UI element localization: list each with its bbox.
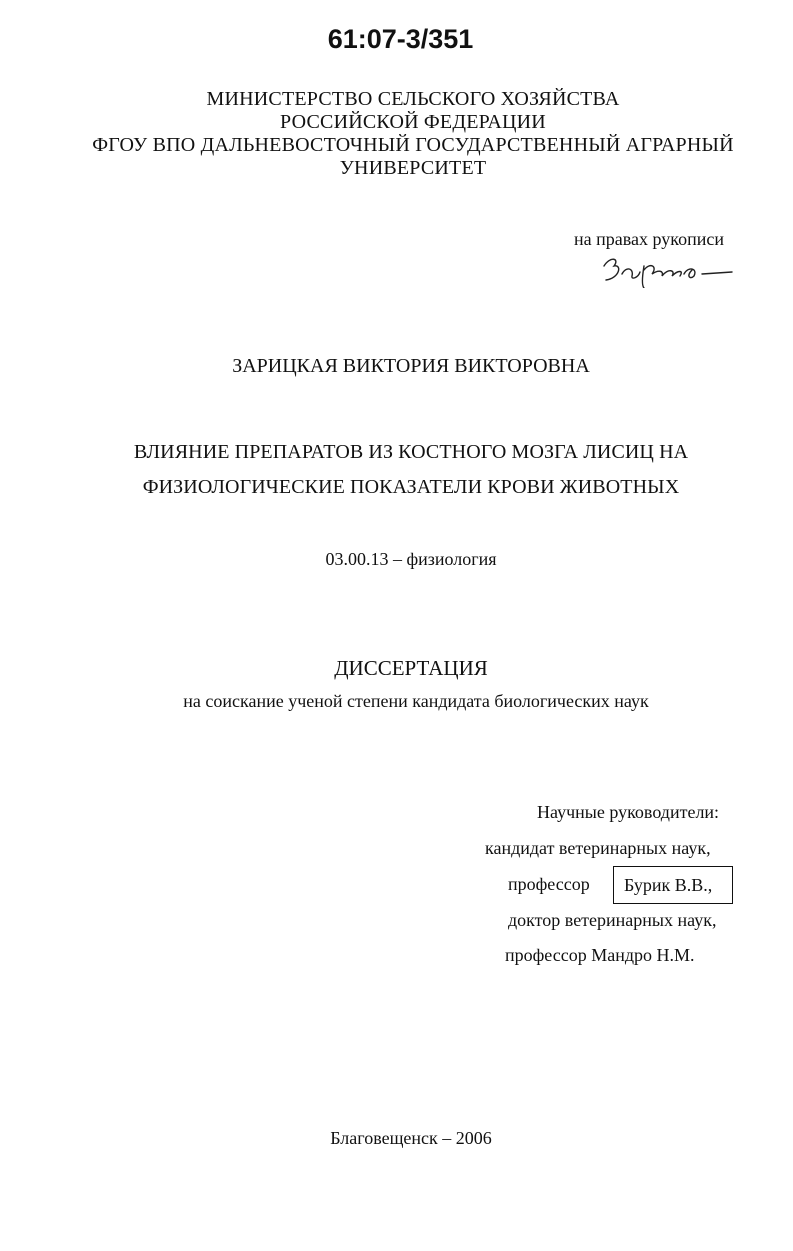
specialty-code: 03.00.13 – физиология <box>325 549 497 569</box>
document-type: ДИССЕРТАЦИЯ <box>334 656 488 680</box>
supervisors-heading: Научные руководители: <box>537 802 720 822</box>
institution-line-2: РОССИЙСКОЙ ФЕДЕРАЦИИ <box>280 111 546 133</box>
title-line-2: ФИЗИОЛОГИЧЕСКИЕ ПОКАЗАТЕЛИ КРОВИ ЖИВОТНЫХ <box>142 476 680 498</box>
title-line-1: ВЛИЯНИЕ ПРЕПАРАТОВ ИЗ КОСТНОГО МОЗГА ЛИСИЦ НА <box>133 441 689 463</box>
degree-line: на соискание ученой степени кандидата биологических наук <box>183 691 649 711</box>
supervisor-2-title: доктор ветеринарных наук, <box>508 910 717 930</box>
city-year: Благовещенск – 2006 <box>330 1128 492 1148</box>
manuscript-note: на правах рукописи <box>574 229 724 249</box>
supervisor-2-rank-name: профессор Мандро Н.М. <box>505 945 695 965</box>
author-name: ЗАРИЦКАЯ ВИКТОРИЯ ВИКТОРОВНА <box>232 355 590 377</box>
institution-line-1: МИНИСТЕРСТВО СЕЛЬСКОГО ХОЗЯЙСТВА <box>206 88 620 110</box>
supervisor-1-name-box: Бурик В.В., <box>613 866 733 904</box>
supervisor-1-rank: профессор <box>508 874 590 894</box>
handwritten-signature <box>598 248 738 288</box>
catalog-number: 61:07-3/351 <box>327 24 474 54</box>
supervisor-1-title: кандидат ветеринарных наук, <box>485 838 711 858</box>
institution-line-3: ФГОУ ВПО ДАЛЬНЕВОСТОЧНЫЙ ГОСУДАРСТВЕННЫЙ АГРАРНЫЙ <box>92 134 734 156</box>
institution-line-4: УНИВЕРСИТЕТ <box>339 157 487 179</box>
